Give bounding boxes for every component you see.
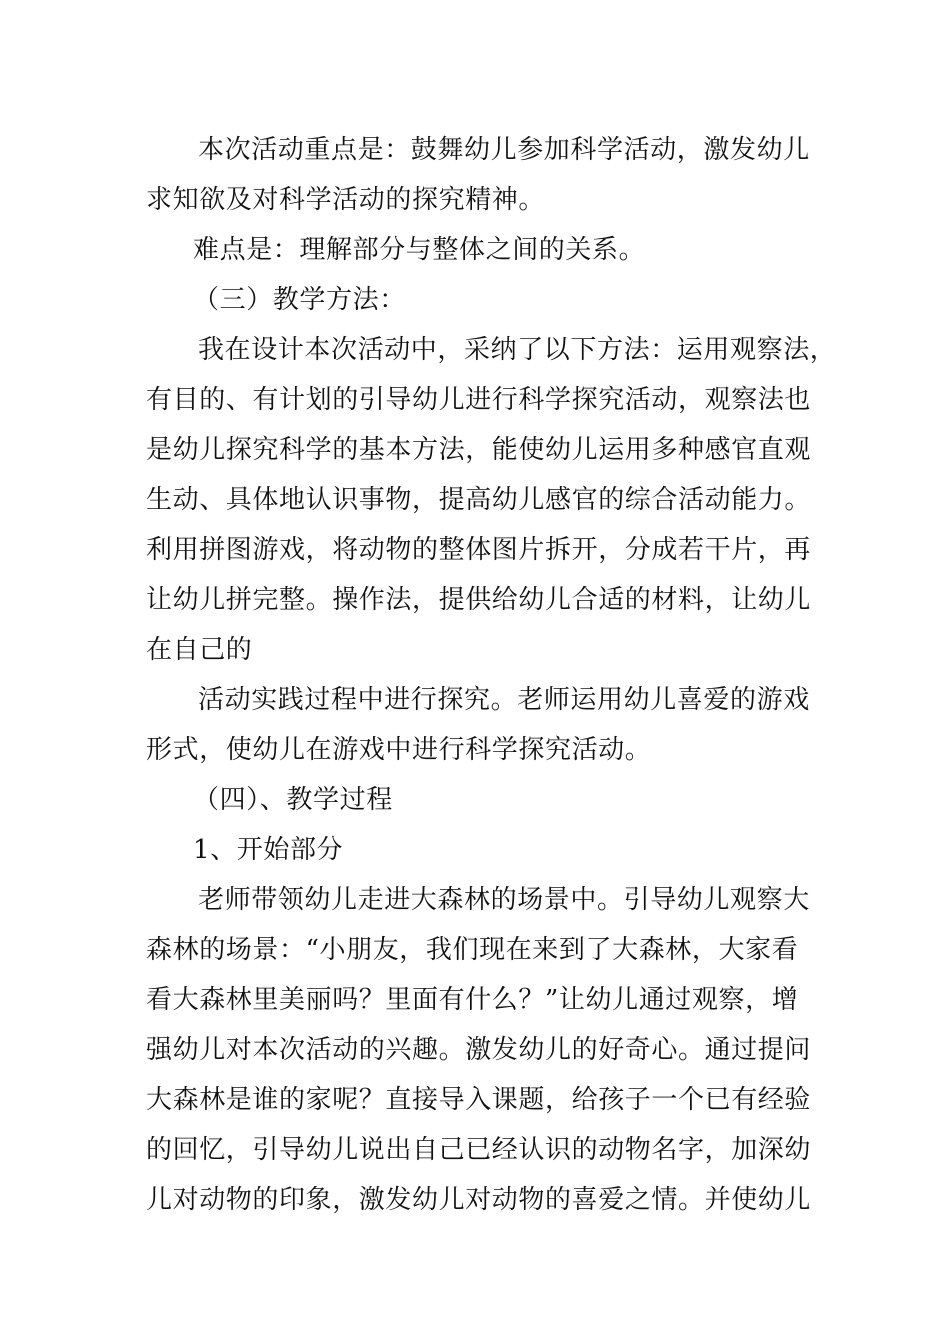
paragraph-line: 的回忆，引导幼儿说出自己已经认识的动物名字，加深幼 — [146, 1135, 812, 1165]
paragraph-line: 是幼儿探究科学的基本方法，能使幼儿运用多种感官直观 — [146, 435, 812, 465]
paragraph-line: 看大森林里美丽吗？里面有什么？”让幼儿通过观察，增 — [146, 985, 799, 1015]
paragraph-line: 有目的、有计划的引导幼儿进行科学探究活动，观察法也 — [146, 385, 812, 415]
paragraph-line: 难点是：理解部分与整体之间的关系。 — [193, 235, 646, 265]
paragraph-line: 大森林是谁的家呢？直接导入课题，给孩子一个已有经验 — [146, 1085, 812, 1115]
paragraph-line: 活动实践过程中进行探究。老师运用幼儿喜爱的游戏 — [198, 685, 810, 715]
paragraph-line: 在自己的 — [146, 635, 253, 665]
paragraph-line: 强幼儿对本次活动的兴趣。激发幼儿的好奇心。通过提问 — [146, 1035, 812, 1065]
paragraph-line: 让幼儿拼完整。操作法，提供给幼儿合适的材料，让幼儿 — [146, 585, 812, 615]
section-heading: （三）教学方法： — [193, 285, 406, 315]
paragraph-line: 生动、具体地认识事物，提高幼儿感官的综合活动能力。 — [146, 485, 812, 515]
paragraph-line: 我在设计本次活动中，采纳了以下方法：运用观察法， — [198, 335, 837, 365]
paragraph-line: 森林的场景：“小朋友，我们现在来到了大森林，大家看 — [146, 935, 799, 965]
paragraph-line: 老师带领幼儿走进大森林的场景中。引导幼儿观察大 — [198, 885, 810, 915]
section-heading: （四）、教学过程 — [193, 785, 393, 815]
paragraph-line: 儿对动物的印象，激发幼儿对动物的喜爱之情。并使幼儿 — [146, 1185, 812, 1215]
paragraph-line: 形式，使幼儿在游戏中进行科学探究活动。 — [146, 735, 652, 765]
paragraph-line: 本次活动重点是：鼓舞幼儿参加科学活动，激发幼儿 — [198, 135, 810, 165]
paragraph-line: 求知欲及对科学活动的探究精神。 — [146, 185, 546, 215]
paragraph-line: 利用拼图游戏，将动物的整体图片拆开，分成若干片，再 — [146, 535, 812, 565]
subsection-heading: 1、开始部分 — [193, 835, 344, 865]
